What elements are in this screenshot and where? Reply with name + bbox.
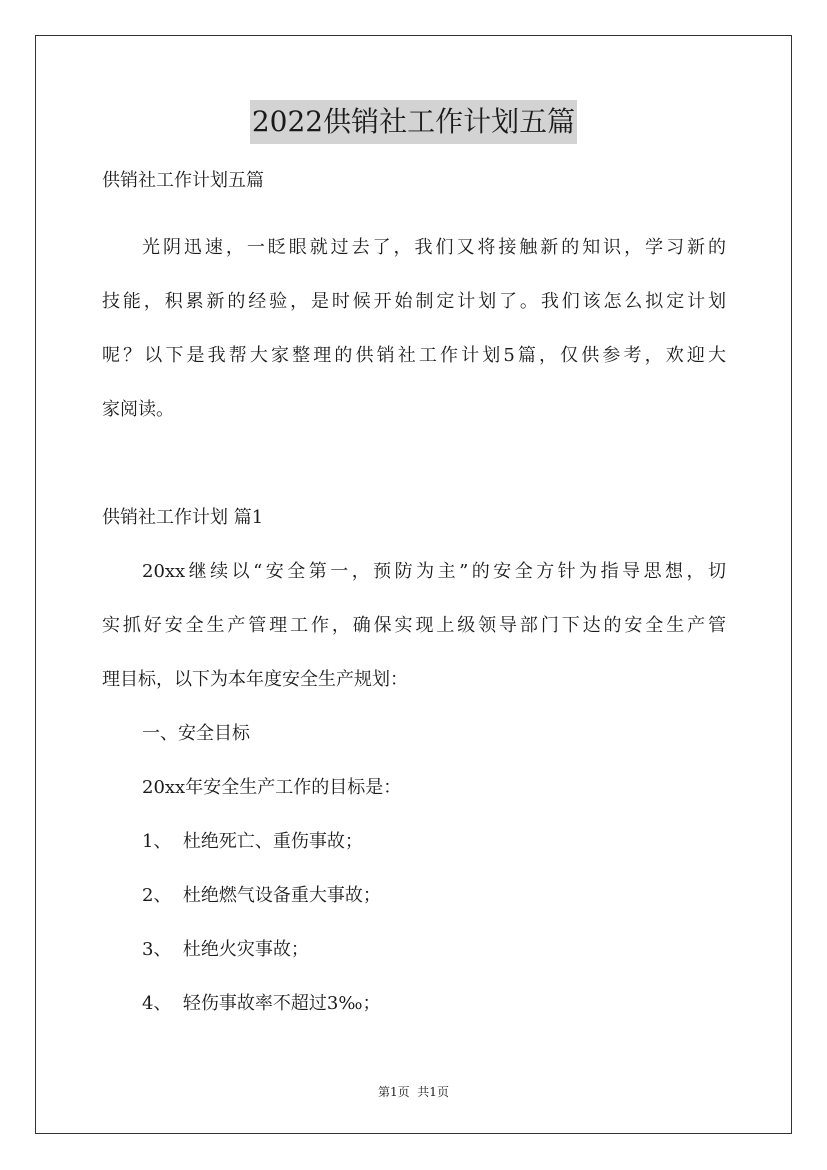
goal-item-3: 3、 杜绝火灾事故； <box>142 939 309 960</box>
document-heading: 供销社工作计划五篇 <box>102 170 264 191</box>
section-1-line-3: 理目标，以下为本年度安全生产规划： <box>102 669 408 690</box>
intro-line-1: 光阴迅速，一眨眼就过去了，我们又将接触新的知识，学习新的 <box>142 237 726 258</box>
goal-intro: 20xx年安全生产工作的目标是： <box>142 777 402 798</box>
subheading-safety-goals: 一、安全目标 <box>142 723 250 744</box>
intro-line-3: 呢？以下是我帮大家整理的供销社工作计划5篇，仅供参考，欢迎大 <box>102 345 726 366</box>
goal-item-1: 1、 杜绝死亡、重伤事故； <box>142 831 363 852</box>
section-1-line-2: 实抓好安全生产管理工作，确保实现上级领导部门下达的安全生产管 <box>102 615 726 636</box>
title-area <box>0 100 827 144</box>
section-1-line-1: 20xx继续以“安全第一，预防为主”的安全方针为指导思想，切 <box>142 561 726 582</box>
intro-line-2: 技能，积累新的经验，是时候开始制定计划了。我们该怎么拟定计划 <box>102 291 726 312</box>
section-1-heading: 供销社工作计划 篇1 <box>102 507 264 528</box>
goal-item-4: 4、 轻伤事故率不超过3‰； <box>142 993 381 1014</box>
intro-line-4: 家阅读。 <box>102 399 174 420</box>
document-title: 2022供销社工作计划五篇 <box>250 100 577 144</box>
page-number: 第1页 共1页 <box>378 1085 449 1099</box>
goal-item-2: 2、 杜绝燃气设备重大事故； <box>142 885 381 906</box>
page-footer <box>0 1083 827 1101</box>
